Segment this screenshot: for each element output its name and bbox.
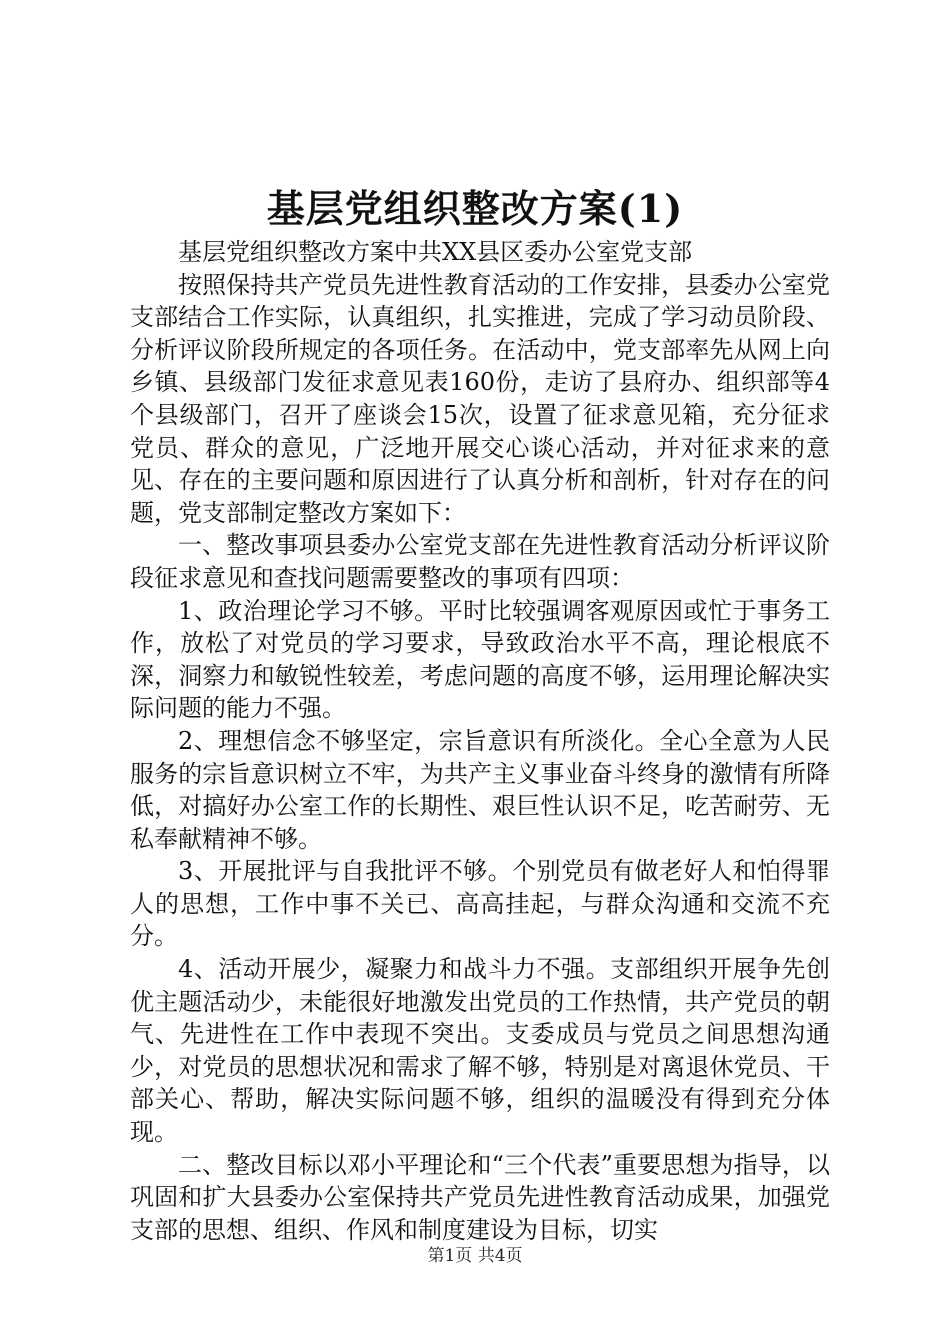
body-paragraph: 二、整改目标以邓小平理论和“三个代表”重要思想为指导，以巩固和扩大县委办公室保持共产党员先进性教育活动成果，加强党支部的思想、组织、作风和制度建设为目标，切实 — [130, 1150, 830, 1244]
page-number-footer: 第1页 共4页 — [427, 1246, 523, 1266]
body-paragraph: 4、活动开展少，凝聚力和战斗力不强。支部组织开展争先创优主题活动少，未能很好地激发出党员的工作热情，共产党员的朝气、先进性在工作中表现不突出。支委成员与党员之间思想沟通少，对党员的思想状况和需求了解不够，特别是对离退休党员、干部关心、帮助，解决实际问题不够，组织的温暖没有得到充分体现。 — [130, 955, 830, 1147]
body-paragraph: 按照保持共产党员先进性教育活动的工作安排，县委办公室党支部结合工作实际，认真组织，扎实推进，完成了学习动员阶段、分析评议阶段所规定的各项任务。在活动中，党支部率先从网上向乡镇、县级部门发征求意见表160份，走访了县府办、组织部等4个县级部门，召开了座谈会15次，设置了征求意见箱，充分征求党员、群众的意见，广泛地开展交心谈心活动，并对征求来的意见、存在的主要问题和原因进行了认真分析和剖析，针对存在的问题，党支部制定整改方案如下： — [130, 270, 830, 527]
body-paragraph: 1、政治理论学习不够。平时比较强调客观原因或忙于事务工作，放松了对党员的学习要求，导致政治水平不高，理论根底不深，洞察力和敏锐性较差，考虑问题的高度不够，运用理论解决实际问题的能力不强。 — [130, 596, 830, 723]
body-paragraph: 一、整改事项县委办公室党支部在先进性教育活动分析评议阶段征求意见和查找问题需要整改的事项有四项： — [130, 531, 830, 592]
body-paragraph: 2、理想信念不够坚定，宗旨意识有所淡化。全心全意为人民服务的宗旨意识树立不牢，为共产主义事业奋斗终身的激情有所降低，对搞好办公室工作的长期性、艰巨性认识不足，吃苦耐劳、无私奉献精神不够。 — [130, 726, 830, 853]
body-paragraph-heading: 基层党组织整改方案中共XX县区委办公室党支部 — [178, 238, 693, 266]
body-paragraph: 3、开展批评与自我批评不够。个别党员有做老好人和怕得罪人的思想，工作中事不关已、高高挂起，与群众沟通和交流不充分。 — [130, 857, 830, 951]
document-body — [130, 236, 830, 1246]
document-title: 基层党组织整改方案(1) — [266, 186, 684, 231]
